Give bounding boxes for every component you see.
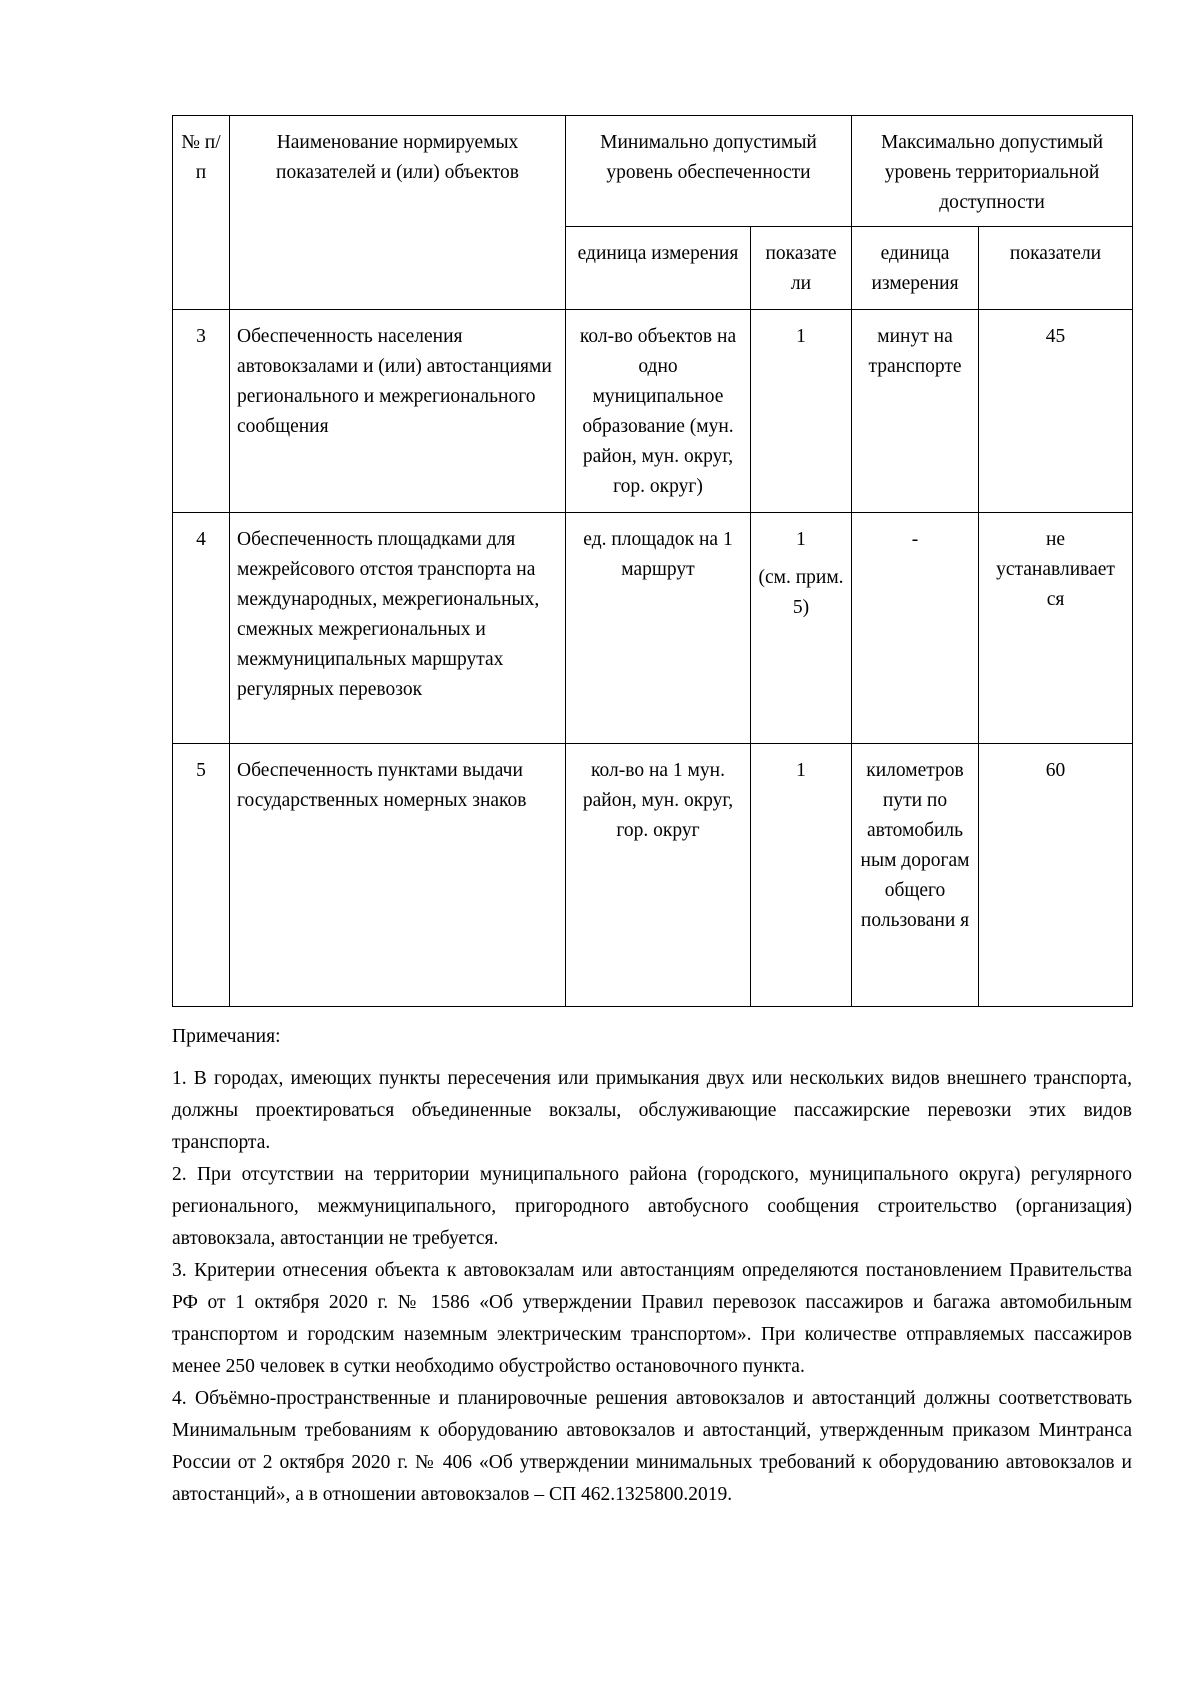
header-value-min: показате ли: [751, 227, 852, 310]
row-value-min-number: 1: [796, 326, 806, 347]
row-unit-max: минут на транспорте: [852, 310, 979, 513]
header-value-max: показатели: [979, 227, 1133, 310]
notes-title: Примечания:: [172, 1026, 281, 1047]
header-min-level: Минимально допустимый уровень обеспеченности: [566, 116, 852, 227]
row-num: 5: [173, 744, 230, 1007]
header-unit-min: единица измерения: [566, 227, 751, 310]
table-row: [173, 513, 1133, 744]
note-item: 4. Объёмно-пространственные и планировочные решения автовокзалов и автостанций должны соответствовать Минимальным требованиям к оборудованию автовокзалов и автостанций, утвержденным приказом Минтранса России от 2 октября 2020 г. № 406 «Об утверждении минимальных требований к оборудованию автовокзалов и автостанций», а в отношении автовокзалов – СП 462.1325800.2019.: [172, 1388, 1132, 1505]
row-unit-min: ед. площадок на 1 маршрут: [566, 513, 751, 744]
row-unit-max: -: [852, 513, 979, 744]
row-num: 4: [173, 513, 230, 744]
row-unit-min: кол-во объектов на одно муниципальное образование (мун. район, мун. округ, гор. округ): [566, 310, 751, 513]
row-value-max: 60: [979, 744, 1133, 1007]
row-value-min: [751, 513, 852, 744]
header-num: № п/п: [173, 116, 230, 310]
row-indicator-name: Обеспеченность площадками для межрейсового отстоя транспорта на международных, межрегиональных, смежных межрегиональных и межмуниципальных маршрутах регулярных перевозок: [230, 513, 566, 744]
header-max-access: Максимально допустимый уровень территориальной доступности: [852, 116, 1133, 227]
table-row: [173, 310, 1133, 513]
norms-table: [172, 115, 1133, 1007]
row-indicator-name: Обеспеченность пунктами выдачи государственных номерных знаков: [230, 744, 566, 1007]
row-value-min: [751, 744, 852, 1007]
row-num: 3: [173, 310, 230, 513]
row-value-min-number: 1: [796, 760, 806, 781]
row-value-min-note: (см. прим. 5): [758, 567, 844, 618]
table-row: [173, 744, 1133, 1007]
row-value-max: 45: [979, 310, 1133, 513]
row-unit-min: кол-во на 1 мун. район, мун. округ, гор. округ: [566, 744, 751, 1007]
row-value-min-number: 1: [796, 529, 806, 550]
row-indicator-name: Обеспеченность населения автовокзалами и (или) автостанциями регионального и межрегионального сообщения: [230, 310, 566, 513]
header-unit-max: единица измерения: [852, 227, 979, 310]
note-item: 3. Критерии отнесения объекта к автовокзалам или автостанциям определяются постановлением Правительства РФ от 1 октября 2020 г. № 1586 «Об утверждении Правил перевозок пассажиров и багажа автомобильным транспортом и городским наземным электрическим транспортом». При количестве отправляемых пассажиров менее 250 человек в сутки необходимо обустройство остановочного пункта.: [172, 1260, 1132, 1377]
document-page: [172, 115, 1132, 1511]
header-name: Наименование нормируемых показателей и (или) объектов: [230, 116, 566, 310]
row-value-max: не устанавливает ся: [979, 513, 1133, 744]
row-value-min: [751, 310, 852, 513]
note-item: 2. При отсутствии на территории муниципального района (городского, муниципального округа) регулярного регионального, межмуниципального, пригородного автобусного сообщения строительство (организация) автовокзала, автостанции не требуется.: [172, 1164, 1132, 1249]
table-header-row: [173, 116, 1133, 227]
row-unit-max: километров пути по автомобиль ным дорогам общего пользовани я: [852, 744, 979, 1007]
note-item: 1. В городах, имеющих пункты пересечения или примыкания двух или нескольких видов внешнего транспорта, должны проектироваться объединенные вокзалы, обслуживающие пассажирские перевозки этих видов транспорта.: [172, 1068, 1132, 1153]
notes-section: [172, 1021, 1132, 1511]
